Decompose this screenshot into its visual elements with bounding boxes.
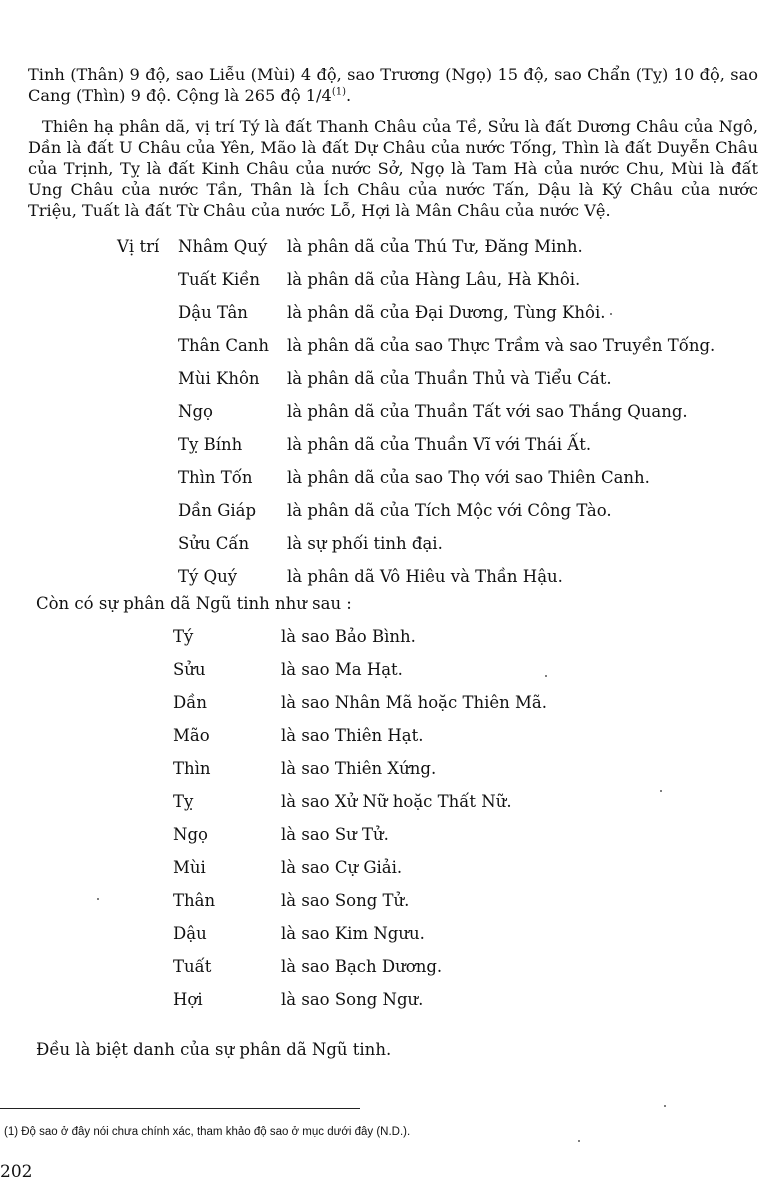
page-number: 202: [0, 1162, 33, 1182]
scan-speck: [664, 1105, 666, 1107]
scan-speck: [660, 790, 662, 792]
scan-speck: [545, 675, 547, 677]
ngu-tinh-key: Ngọ: [173, 825, 208, 844]
scan-speck: [610, 313, 612, 315]
positions-lead: Vị trí: [117, 237, 160, 256]
position-key: Tuất Kiền: [178, 270, 261, 289]
position-key: Mùi Khôn: [178, 369, 260, 388]
paragraph-star-degrees: [28, 64, 758, 106]
ngu-tinh-value: là sao Thiên Hạt.: [281, 726, 424, 745]
paragraph-1-end: .: [345, 86, 352, 105]
position-value: là phân dã Vô Hiêu và Thần Hậu.: [287, 567, 563, 586]
position-value: là phân dã của Thuần Vĩ với Thái Ất.: [287, 435, 592, 454]
ngu-tinh-value: là sao Ma Hạt.: [281, 660, 403, 679]
position-value: là phân dã của Thuần Tất với sao Thắng Quang.: [287, 402, 688, 421]
ngu-tinh-key: Mùi: [173, 858, 206, 877]
ngu-tinh-key: Sửu: [173, 660, 206, 679]
position-value: là phân dã của Thuần Thủ và Tiểu Cát.: [287, 369, 612, 388]
ngu-tinh-key: Tý: [173, 627, 194, 646]
ngu-tinh-value: là sao Cự Giải.: [281, 858, 403, 877]
ngu-tinh-value: là sao Thiên Xứng.: [281, 759, 437, 778]
position-key: Dậu Tân: [178, 303, 248, 322]
position-key: Ngọ: [178, 402, 213, 421]
position-key: Dần Giáp: [178, 501, 257, 520]
ngu-tinh-key: Thân: [173, 891, 216, 910]
position-key: Thìn Tốn: [178, 468, 253, 487]
ngu-tinh-key: Thìn: [173, 759, 211, 778]
ngu-tinh-value: là sao Bạch Dương.: [281, 957, 443, 976]
scan-speck: [578, 1140, 580, 1142]
footnote-marker: (1): [331, 86, 346, 98]
ngu-tinh-key: Tuất: [173, 957, 212, 976]
ngu-tinh-value: là sao Bảo Bình.: [281, 627, 416, 646]
position-key: Tỵ Bính: [178, 435, 243, 454]
footnote-divider: [0, 1108, 360, 1109]
ngu-tinh-key: Hợi: [173, 990, 203, 1009]
ngu-tinh-key: Mão: [173, 726, 210, 745]
ngu-tinh-key: Dần: [173, 693, 207, 712]
paragraph-1-text: Tinh (Thân) 9 độ, sao Liễu (Mùi) 4 độ, sao Trương (Ngọ) 15 độ, sao Chẩn (Tỵ) 10 độ, sao Cang (Thìn) 9 độ. Cộng là 265 độ 1/4: [28, 65, 758, 105]
footnote-text: (1) Độ sao ở đây nói chưa chính xác, tham khảo độ sao ở mục dưới đây (N.D.).: [4, 1126, 411, 1138]
position-key: Nhâm Quý: [178, 237, 268, 256]
position-key: Sửu Cấn: [178, 534, 250, 553]
ngu-tinh-key: Dậu: [173, 924, 207, 943]
ngu-tinh-value: là sao Sư Tử.: [281, 825, 389, 844]
position-key: Thân Canh: [178, 336, 270, 355]
position-value: là phân dã của sao Thực Trầm và sao Truyền Tống.: [287, 336, 716, 355]
position-key: Tý Quý: [178, 567, 238, 586]
position-value: là phân dã của Thú Tư, Đăng Minh.: [287, 237, 583, 256]
ngu-tinh-intro: Còn có sự phân dã Ngũ tinh như sau :: [36, 594, 352, 613]
closing-sentence: Đều là biệt danh của sự phân dã Ngũ tinh.: [36, 1040, 392, 1059]
position-value: là sự phối tinh đại.: [287, 534, 443, 553]
position-value: là phân dã của Tích Mộc với Công Tào.: [287, 501, 612, 520]
ngu-tinh-value: là sao Nhân Mã hoặc Thiên Mã.: [281, 693, 547, 712]
position-value: là phân dã của sao Thọ với sao Thiên Canh.: [287, 468, 650, 487]
ngu-tinh-value: là sao Kim Ngưu.: [281, 924, 425, 943]
position-value: là phân dã của Hàng Lâu, Hà Khôi.: [287, 270, 581, 289]
ngu-tinh-value: là sao Xử Nữ hoặc Thất Nữ.: [281, 792, 512, 811]
position-value: là phân dã của Đại Dương, Tùng Khôi.: [287, 303, 606, 322]
ngu-tinh-value: là sao Song Tử.: [281, 891, 410, 910]
scan-speck: [97, 898, 99, 900]
ngu-tinh-key: Tỵ: [173, 792, 194, 811]
paragraph-phan-da: [28, 116, 758, 221]
paragraph-2-text: Thiên hạ phân dã, vị trí Tý là đất Thanh Châu của Tề, Sửu là đất Dương Châu của Ngô, Dần là đất U Châu của Yên, Mão là đất Dự Châu của nước Tống, Thìn là đất Duyễn Châu của Trịnh, Tỵ là đất Kinh Châu của nước Sở, Ngọ là Tam Hà của nước Chu, Mùi là đất Ung Châu của nước Tần, Thân là Ích Châu của nước Tấn, Dậu là Ký Châu của nước Triệu, Tuất là đất Từ Châu của nước Lỗ, Hợi là Mân Châu của nước Vệ.: [28, 117, 758, 220]
ngu-tinh-value: là sao Song Ngư.: [281, 990, 424, 1009]
